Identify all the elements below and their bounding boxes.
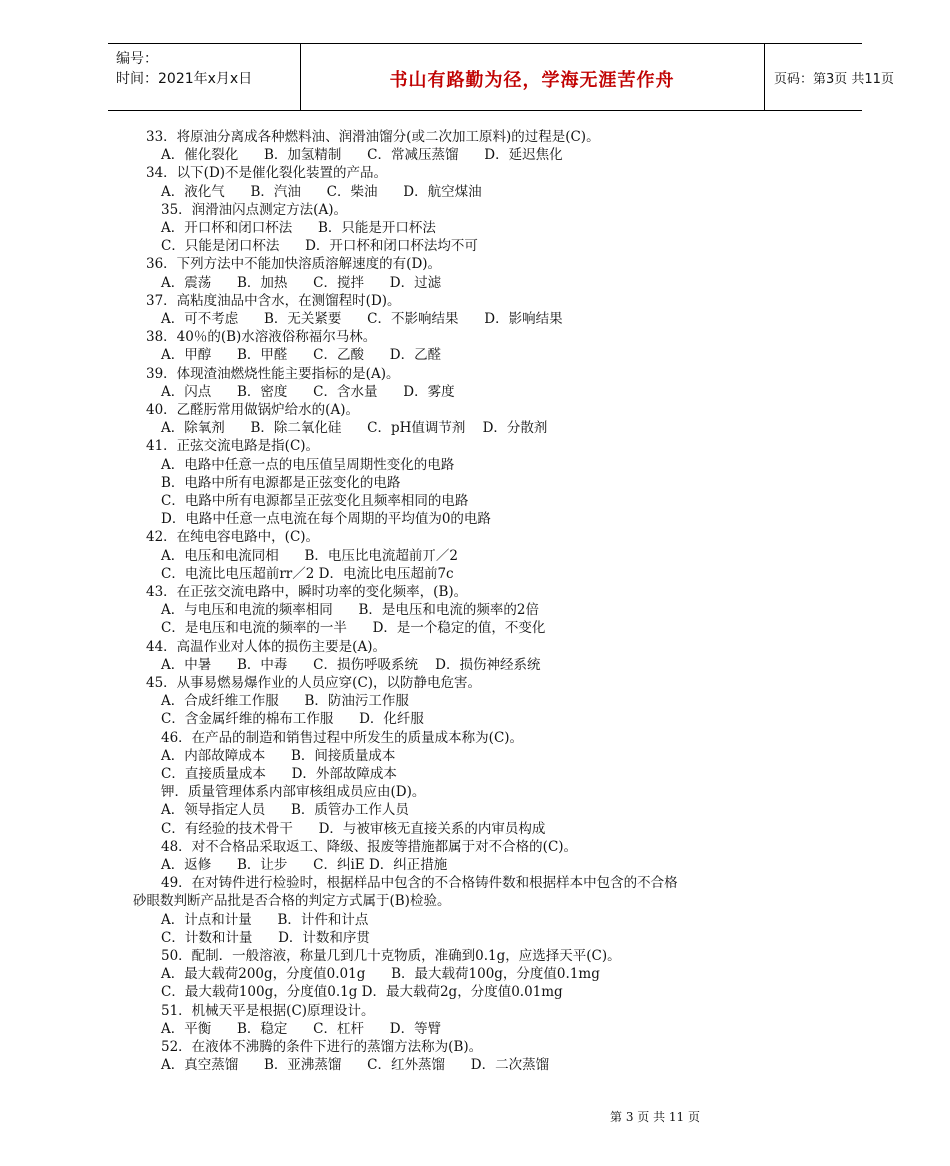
text-line: A．领导指定人员 B．质管办工作人员: [161, 802, 409, 819]
header-slogan: 书山有路勤为径，学海无涯苦作舟: [389, 70, 675, 91]
text-line: A．电路中任意一点的电压值呈周期性变化的电路: [161, 456, 455, 473]
text-line: A．开口杯和闭口杯法 B．只能是开口杯法: [161, 220, 436, 236]
text-line: C．只能是闭口杯法 D．开口杯和闭口杯法均不可: [161, 238, 478, 255]
text-line: 36．下列方法中不能加快溶质溶解速度的有(D)。: [146, 256, 442, 273]
text-line: A．甲醇 B．甲醛 C．乙酸 D．乙醛: [161, 347, 442, 364]
text-line: 51．机械天平是根据(C)原理设计。: [161, 1002, 375, 1019]
text-line: 48．对不合格品采取返工、降级、报废等措施都属于对不合格的(C)。: [161, 838, 578, 855]
text-line: C．最大载荷100g，分度值0.1g D．最大载荷2g，分度值0.01mg: [161, 984, 563, 1001]
text-line: A．中暑 B．中毒 C．损伤呼吸系统 D．损伤神经系统: [161, 656, 541, 673]
text-line: A．合成纤维工作服 B．防油污工作服: [161, 693, 409, 710]
text-line: A．最大载荷200g，分度值0.01g B．最大载荷100g，分度值0.1mg: [161, 966, 600, 983]
text-line: A．液化气 B．汽油 C．柴油 D．航空煤油: [161, 183, 482, 200]
text-line: C．电流比电压超前rr／2 D．电流比电压超前7c: [161, 565, 454, 582]
text-line: 44．高温作业对人体的损伤主要是(A)。: [146, 638, 386, 655]
document-id-label: 编号：: [116, 51, 158, 67]
text-line: 43．在正弦交流电路中，瞬时功率的变化频率，(B)。: [146, 584, 468, 600]
text-line: C．是电压和电流的频率的一半 D．是一个稳定的值，不变化: [161, 620, 546, 637]
text-line: C．直接质量成本 D．外部故障成本: [161, 766, 397, 782]
text-line: 砂眼数判断产品批是否合格的判定方式属于(B)检验。: [133, 893, 451, 910]
text-line: 37．高粘度油品中含水，在测馏程时(D)。: [146, 292, 401, 309]
document-date: 时间：2021年x月x日: [116, 71, 253, 87]
text-line: 38．40％的(B)水溶液俗称福尔马林。: [146, 329, 377, 346]
text-line: A．计点和计量 B．计件和计点: [161, 911, 369, 928]
header-meta-cell: [108, 44, 301, 110]
text-line: C．电路中所有电源都呈正弦变化且频率相同的电路: [161, 493, 469, 509]
text-line: 钾．质量管理体系内部审核组成员应由(D)。: [161, 784, 426, 801]
text-line: 40．乙醛肟常用做锅炉给水的(A)。: [146, 402, 359, 418]
text-line: A．可不考虑 B．无关紧要 C．不影响结果 D．影响结果: [161, 311, 563, 327]
text-line: 35．润滑油闪点测定方法(A)。: [161, 201, 347, 218]
text-line: A．电压和电流同相 B．电压比电流超前丌／2: [161, 547, 459, 564]
text-line: B．电路中所有电源都是正弦变化的电路: [161, 474, 401, 491]
text-line: 42．在纯电容电路中，(C)。: [146, 529, 320, 546]
text-line: A．平衡 B．稳定 C．杠杆 D．等臂: [161, 1020, 442, 1037]
text-line: 45．从事易燃易爆作业的人员应穿(C)，以防静电危害。: [146, 675, 482, 691]
header-page-cell: [764, 44, 894, 110]
text-line: 49．在对铸件进行检验时，根据样品中包含的不合格铸件数和根据样本中包含的不合格: [161, 875, 678, 892]
header-slogan-cell: [300, 44, 765, 110]
text-line: 39．体现渣油燃烧性能主要指标的是(A)。: [146, 365, 400, 382]
text-line: A．与电压和电流的频率相同 B．是电压和电流的频率的2倍: [161, 602, 540, 619]
header-page-info: 页码：第3页 共11页: [774, 72, 894, 87]
text-line: C．有经验的技术骨干 D．与被审核无直接关系的内审员构成: [161, 820, 546, 837]
text-line: 34．以下(D)不是催化裂化装置的产品。: [146, 165, 388, 182]
text-line: A．催化裂化 B．加氢精制 C．常减压蒸馏 D．延迟焦化: [161, 147, 563, 164]
text-line: 52．在液体不沸腾的条件下进行的蒸馏方法称为(B)。: [161, 1039, 483, 1055]
text-line: 33．将原油分离成各种燃料油、润滑油馏分(或二次加工原料)的过程是(C)。: [146, 129, 600, 145]
text-line: A．内部故障成本 B．间接质量成本: [161, 747, 396, 764]
text-line: 50．配制．一般溶液，称量几到几十克物质，准确到0.1g，应选择天平(C)。: [161, 948, 621, 964]
text-line: 41．正弦交流电路是指(C)。: [146, 438, 320, 455]
text-line: A．返修 B．让步 C．纠iE D．纠正措施: [161, 857, 448, 873]
page-header: [108, 43, 894, 111]
text-line: 46．在产品的制造和销售过程中所发生的质量成本称为(C)。: [161, 729, 524, 746]
page-footer: 第 3 页 共 11 页: [610, 1110, 700, 1124]
text-line: D．电路中任意一点电流在每个周期的平均值为0的电路: [161, 511, 491, 528]
text-line: C．计数和计量 D．计数和序贯: [161, 929, 370, 946]
text-line: A．除氧剂 B．除二氧化硅 C．pH值调节剂 D．分散剂: [161, 420, 548, 437]
text-line: A．闪点 B．密度 C．含水量 D．雾度: [161, 383, 455, 400]
text-line: C．含金属纤维的棉布工作服 D．化纤服: [161, 711, 424, 728]
text-line: A．震荡 B．加热 C．搅拌 D．过滤: [161, 274, 442, 291]
text-line: A．真空蒸馏 B．亚沸蒸馏 C．红外蒸馏 D．二次蒸馏: [161, 1057, 550, 1074]
